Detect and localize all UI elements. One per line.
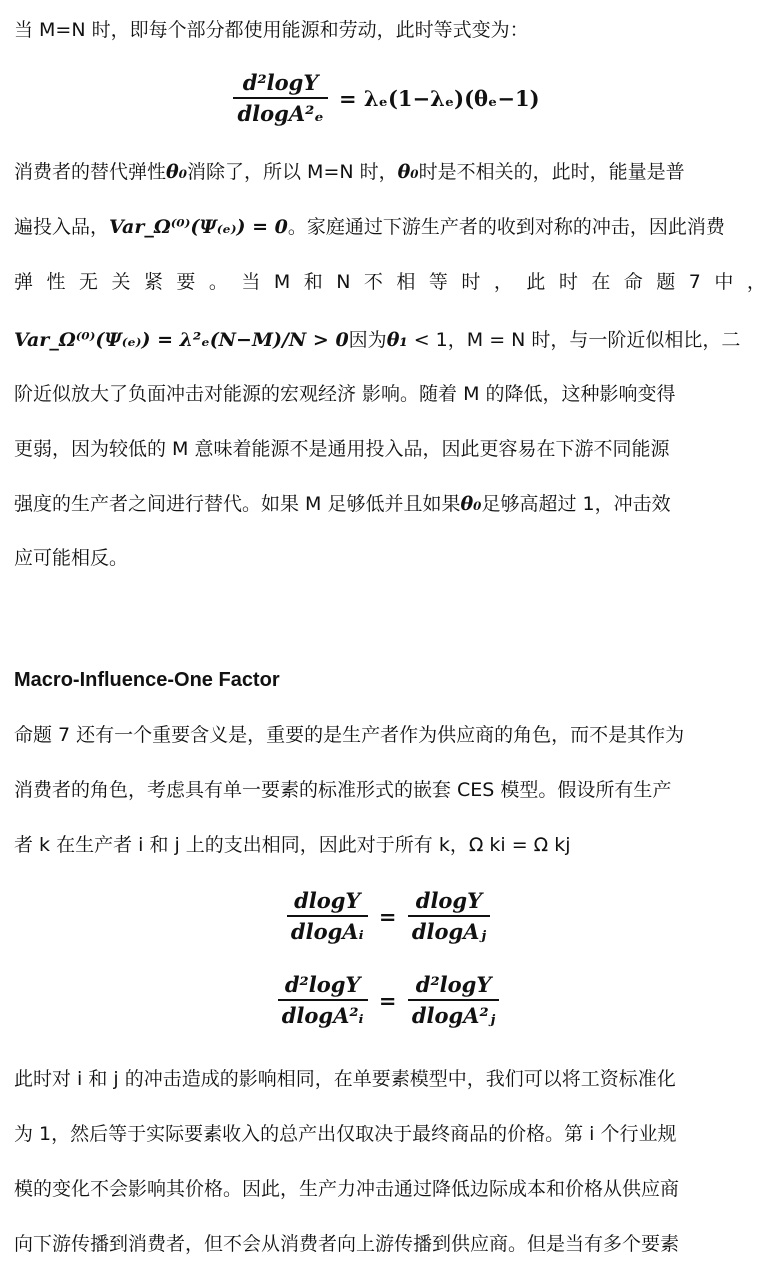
theta0-symbol: θ₀: [397, 161, 419, 183]
fraction-denominator: dlogA²ₑ: [237, 101, 324, 126]
fraction-denominator: dlogAⱼ: [411, 919, 487, 944]
char: 弹: [14, 271, 34, 293]
char: 无: [78, 271, 98, 293]
equation-rhs: = λₑ(1−λₑ)(θₑ−1): [338, 85, 540, 111]
paragraph-line: [14, 437, 766, 461]
text: < 1，M = N 时，与一阶近似相比，二: [407, 329, 741, 351]
paragraph-line-justified: [14, 270, 766, 294]
char: 在: [591, 271, 611, 293]
section-heading: Macro-Influence-One Factor: [14, 669, 280, 691]
text: 时是不相关的，此时，能量是普: [418, 161, 685, 183]
char: 当: [241, 271, 261, 293]
text: 足够高超过 1，冲击效: [481, 493, 671, 515]
paragraph-line: [14, 1067, 766, 1091]
paragraph-line: [14, 546, 766, 570]
char: 等: [428, 271, 448, 293]
paragraph-line: [14, 778, 766, 802]
char: 此: [526, 271, 546, 293]
paragraph-line: [14, 833, 766, 857]
char: ，: [746, 271, 766, 293]
text: 此时对 i 和 j 的冲击造成的影响相同，在单要素模型中，我们可以将工资标准化: [14, 1068, 676, 1090]
char: 性: [46, 271, 66, 293]
char: 紧: [143, 271, 163, 293]
char: 时: [461, 271, 481, 293]
fraction-denominator: dlogA²ⱼ: [411, 1003, 496, 1028]
paragraph-line: [14, 382, 766, 406]
char: 关: [111, 271, 131, 293]
char: 7: [688, 271, 701, 293]
fraction-numerator: d²logY: [278, 972, 368, 1001]
text: 者 k 在生产者 i 和 j 上的支出相同，因此对于所有 k，Ω ki = Ω kj: [14, 834, 571, 856]
fraction: [408, 972, 499, 1028]
fraction: [233, 70, 327, 126]
text: 消费者的替代弹性: [14, 161, 167, 183]
fraction-numerator: dlogY: [408, 888, 490, 917]
text: 。家庭通过下游生产者的收到对称的冲击，因此消费: [287, 216, 725, 238]
theta0-symbol: θ₀: [460, 493, 482, 515]
char: 相: [396, 271, 416, 293]
equation-2: [0, 888, 777, 944]
variance-expression: Var_Ω⁽⁰⁾(Ψ₍ₑ₎) = 0: [109, 216, 288, 238]
theta1-symbol: θ₁: [386, 329, 408, 351]
fraction: [278, 972, 368, 1028]
fraction-denominator: dlogA²ᵢ: [281, 1003, 364, 1028]
char: 和: [303, 271, 323, 293]
theta0-symbol: θ₀: [166, 161, 188, 183]
text: 消除了，所以 M=N 时，: [187, 161, 398, 183]
text: 强度的生产者之间进行替代。如果 M 足够低并且如果: [14, 493, 461, 515]
text: 当 M=N 时，即每个部分都使用能源和劳动，此时等式变为：: [14, 19, 529, 41]
char: 中: [714, 271, 734, 293]
paragraph-line: [14, 1232, 766, 1256]
paragraph-line: [14, 160, 766, 184]
text: 遍投入品，: [14, 216, 110, 238]
char: 命: [623, 271, 643, 293]
char: ，: [493, 271, 513, 293]
paragraph-line: [14, 1122, 766, 1146]
text: 模的变化不会影响其价格。因此，生产力冲击通过降低边际成本和价格从供应商: [14, 1178, 680, 1200]
fraction: [287, 888, 368, 944]
text: 向下游传播到消费者，但不会从消费者向上游传播到供应商。但是当有多个要素: [14, 1233, 680, 1255]
char: M: [273, 271, 291, 293]
fraction-numerator: d²logY: [408, 972, 499, 1001]
text: 为 1，然后等于实际要素收入的总产出仅取决于最终商品的价格。第 i 个行业规: [14, 1123, 677, 1145]
fraction-numerator: dlogY: [287, 888, 368, 917]
equation-3: [0, 972, 777, 1028]
fraction: [408, 888, 490, 944]
char: 。: [208, 271, 228, 293]
text: 消费者的角色，考虑具有单一要素的标准形式的嵌套 CES 模型。假设所有生产: [14, 779, 672, 801]
paragraph-line: [14, 1177, 766, 1201]
equals-sign: =: [378, 987, 397, 1013]
paragraph-line: [14, 492, 766, 516]
char: 不: [363, 271, 383, 293]
text: 更弱，因为较低的 M 意味着能源不是通用投入品，因此更容易在下游不同能源: [14, 438, 670, 460]
variance-expression: Var_Ω⁽⁰⁾(Ψ₍ₑ₎) = λ²ₑ(N−M)/N > 0: [14, 329, 349, 351]
fraction-numerator: d²logY: [233, 70, 327, 99]
char: 时: [558, 271, 578, 293]
text: 命题 7 还有一个重要含义是，重要的是生产者作为供应商的角色，而不是其作为: [14, 724, 685, 746]
text: 因为: [348, 329, 387, 351]
text: 阶近似放大了负面冲击对能源的宏观经济 影响。随着 M 的降低，这种影响变得: [14, 383, 676, 405]
equation-1: [0, 70, 777, 126]
char: N: [336, 271, 351, 293]
char: 要: [176, 271, 196, 293]
equals-sign: =: [378, 903, 397, 929]
text: 应可能相反。: [14, 547, 129, 569]
paragraph-line: [14, 723, 766, 747]
fraction-denominator: dlogAᵢ: [290, 919, 364, 944]
paragraph-line: [14, 328, 766, 352]
paragraph-line: [14, 215, 766, 239]
char: 题: [656, 271, 676, 293]
paragraph-line: [14, 18, 766, 42]
